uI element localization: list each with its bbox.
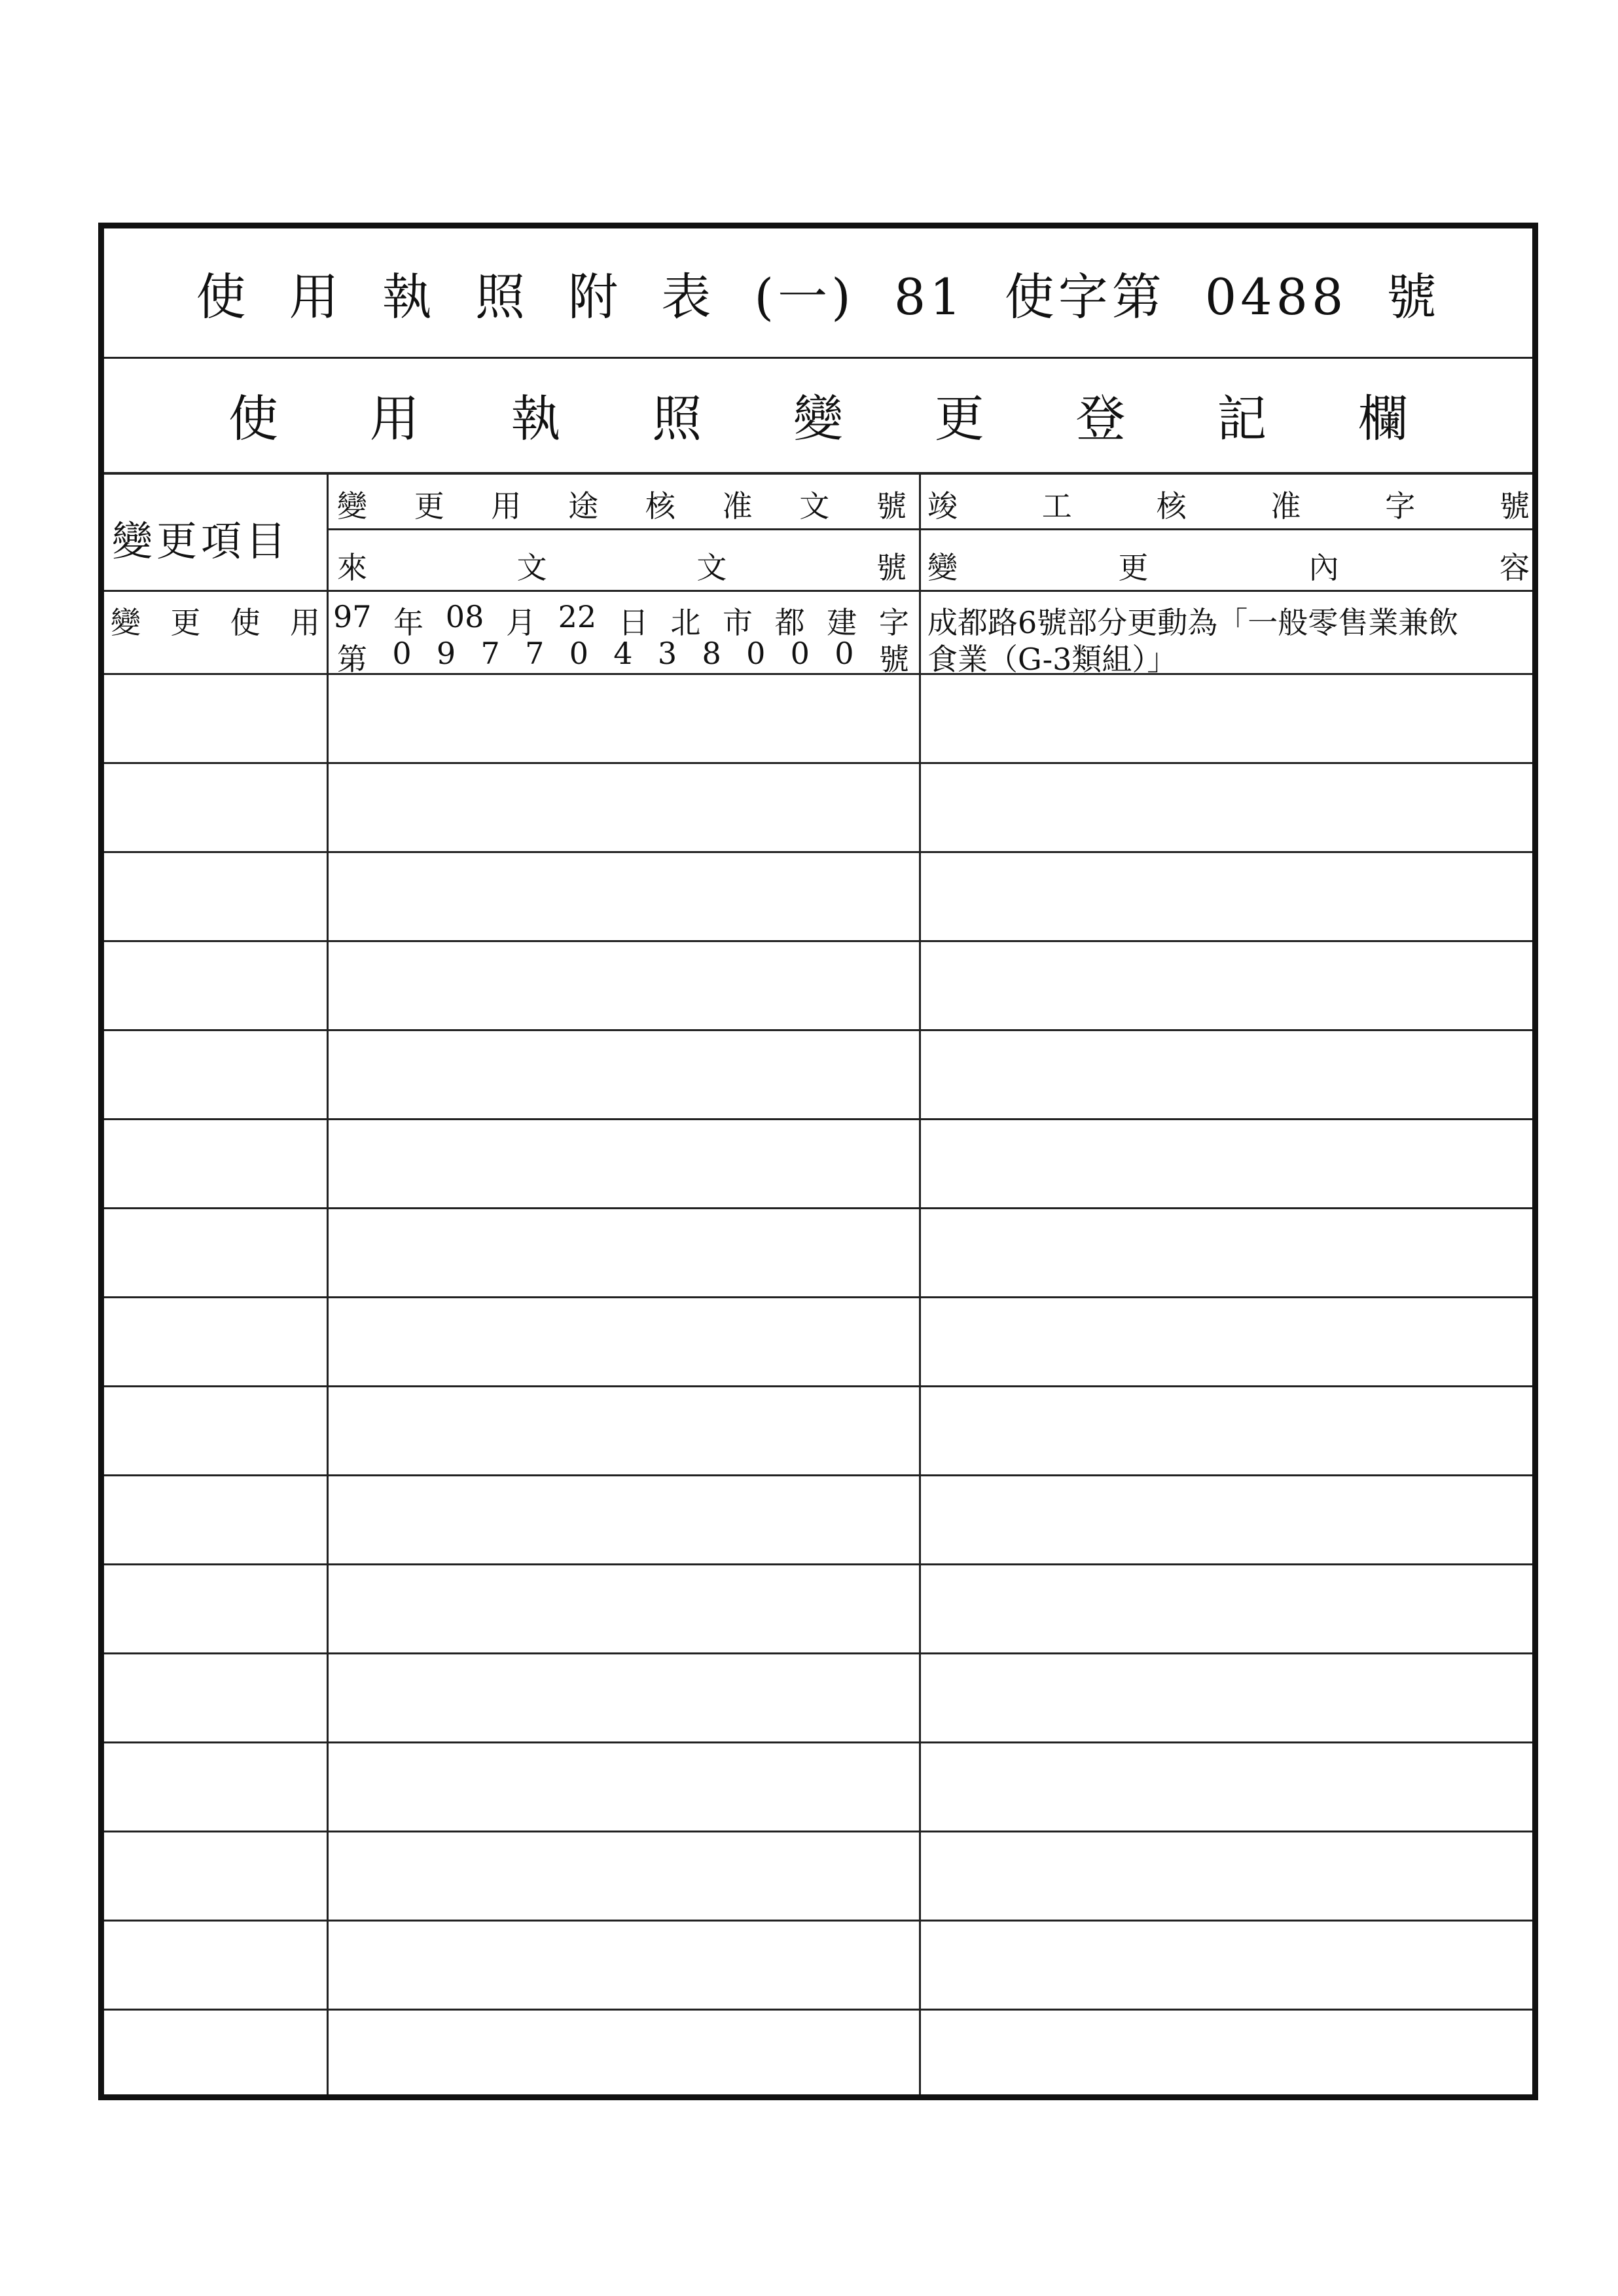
section-title-char: 用 (369, 389, 420, 448)
change-item-header: 變更項目 (112, 517, 291, 565)
section-title-char: 記 (1217, 389, 1267, 448)
entry-doc-token: 08 (445, 599, 484, 634)
completion-approval-number-header (927, 483, 1530, 526)
header-char: 變 (927, 550, 958, 585)
entry-doc-token: 日 (618, 605, 649, 640)
header-char: 竣 (927, 488, 958, 524)
header-char: 核 (1156, 488, 1187, 524)
approval-doc-number-header (337, 483, 907, 526)
section-title-char: 使 (228, 389, 278, 448)
header-char: 文 (696, 550, 727, 585)
header-char: 來 (337, 550, 367, 585)
entry-doc-token: 7 (525, 636, 545, 671)
empty-row-divider (104, 1741, 1532, 1743)
header-mid-divider (327, 528, 1532, 530)
header-char: 准 (1270, 488, 1301, 524)
column-divider-2 (919, 475, 921, 2094)
header-char: 用 (491, 488, 522, 524)
entry-item-cell (111, 599, 320, 642)
entry-item-char: 更 (170, 605, 201, 640)
empty-row-divider (104, 851, 1532, 853)
header-char: 內 (1308, 550, 1339, 585)
form-title-row (104, 228, 1532, 359)
entry-doc-token: 第 (337, 642, 367, 677)
entry-doc-token: 8 (702, 636, 721, 671)
entry-item-char: 使 (230, 605, 261, 640)
empty-row-divider (104, 940, 1532, 942)
header-char: 號 (876, 488, 907, 524)
entry-doc-token: 22 (558, 599, 597, 634)
header-char: 途 (568, 488, 599, 524)
header-bottom-divider (104, 590, 1532, 592)
entry-doc-token: 0 (835, 636, 854, 671)
column-divider-1 (327, 475, 329, 2094)
header-char: 更 (414, 488, 444, 524)
header-char: 號 (876, 550, 907, 585)
header-char: 字 (1385, 488, 1416, 524)
entry-doc-token: 號 (878, 642, 909, 677)
empty-row-divider (104, 1920, 1532, 1922)
section-title-row (104, 357, 1532, 475)
entry-doc-token: 0 (790, 636, 810, 671)
empty-row-divider (104, 762, 1532, 764)
section-title-char: 照 (652, 389, 702, 448)
entry-doc-token: 市 (723, 605, 753, 640)
empty-row-divider (104, 1385, 1532, 1387)
entry-doc-token: 0 (746, 636, 766, 671)
section-title-char: 更 (934, 389, 984, 448)
entry-doc-token: 月 (505, 605, 536, 640)
section-title-char: 欄 (1358, 389, 1408, 448)
entry-doc-line-2 (337, 636, 909, 679)
empty-row-divider (104, 1831, 1532, 1832)
section-title-char: 變 (793, 389, 843, 448)
entry-doc-token: 字 (878, 605, 909, 640)
entry-item-char: 用 (289, 605, 320, 640)
entry-doc-token: 年 (393, 605, 424, 640)
entry-doc-token: 9 (436, 636, 456, 671)
incoming-doc-number-header (337, 544, 907, 587)
change-record-table (104, 475, 1532, 2094)
entry-doc-token: 7 (480, 636, 500, 671)
empty-row-divider (104, 1652, 1532, 1654)
entry-doc-token: 3 (657, 636, 677, 671)
entry-doc-token: 0 (569, 636, 588, 671)
entry-content-line-2: 食業（G-3類組）」 (927, 642, 1178, 677)
entry-doc-token: 97 (333, 599, 372, 634)
entry-doc-token: 北 (670, 605, 701, 640)
header-char: 文 (516, 550, 547, 585)
empty-row-divider (104, 1474, 1532, 1476)
section-title-char: 登 (1075, 389, 1126, 448)
form-title: 使 用 執 照 附 表 (一) 81 使字第 0488 號 (196, 267, 1441, 326)
permit-form-frame (98, 223, 1538, 2100)
header-char: 變 (337, 488, 367, 524)
entry-doc-token: 0 (392, 636, 412, 671)
entry-content-line-1: 成都路6號部分更動為「一般零售業兼飲 (927, 605, 1459, 640)
empty-row-divider (104, 2009, 1532, 2011)
empty-row-divider (104, 1296, 1532, 1298)
header-char: 號 (1499, 488, 1530, 524)
header-char: 文 (799, 488, 830, 524)
header-char: 更 (1118, 550, 1149, 585)
change-content-header (927, 544, 1530, 587)
entry-item-char: 變 (111, 605, 141, 640)
section-title-char: 執 (511, 389, 561, 448)
header-char: 容 (1499, 550, 1530, 585)
header-char: 工 (1041, 488, 1072, 524)
empty-row-divider (104, 1207, 1532, 1209)
entry-doc-token: 建 (827, 605, 857, 640)
empty-row-divider (104, 1029, 1532, 1031)
entry-doc-token: 都 (774, 605, 805, 640)
header-char: 核 (645, 488, 675, 524)
entry-doc-token: 4 (613, 636, 633, 671)
header-char: 准 (722, 488, 753, 524)
empty-row-divider (104, 1118, 1532, 1120)
empty-row-divider (104, 1563, 1532, 1565)
